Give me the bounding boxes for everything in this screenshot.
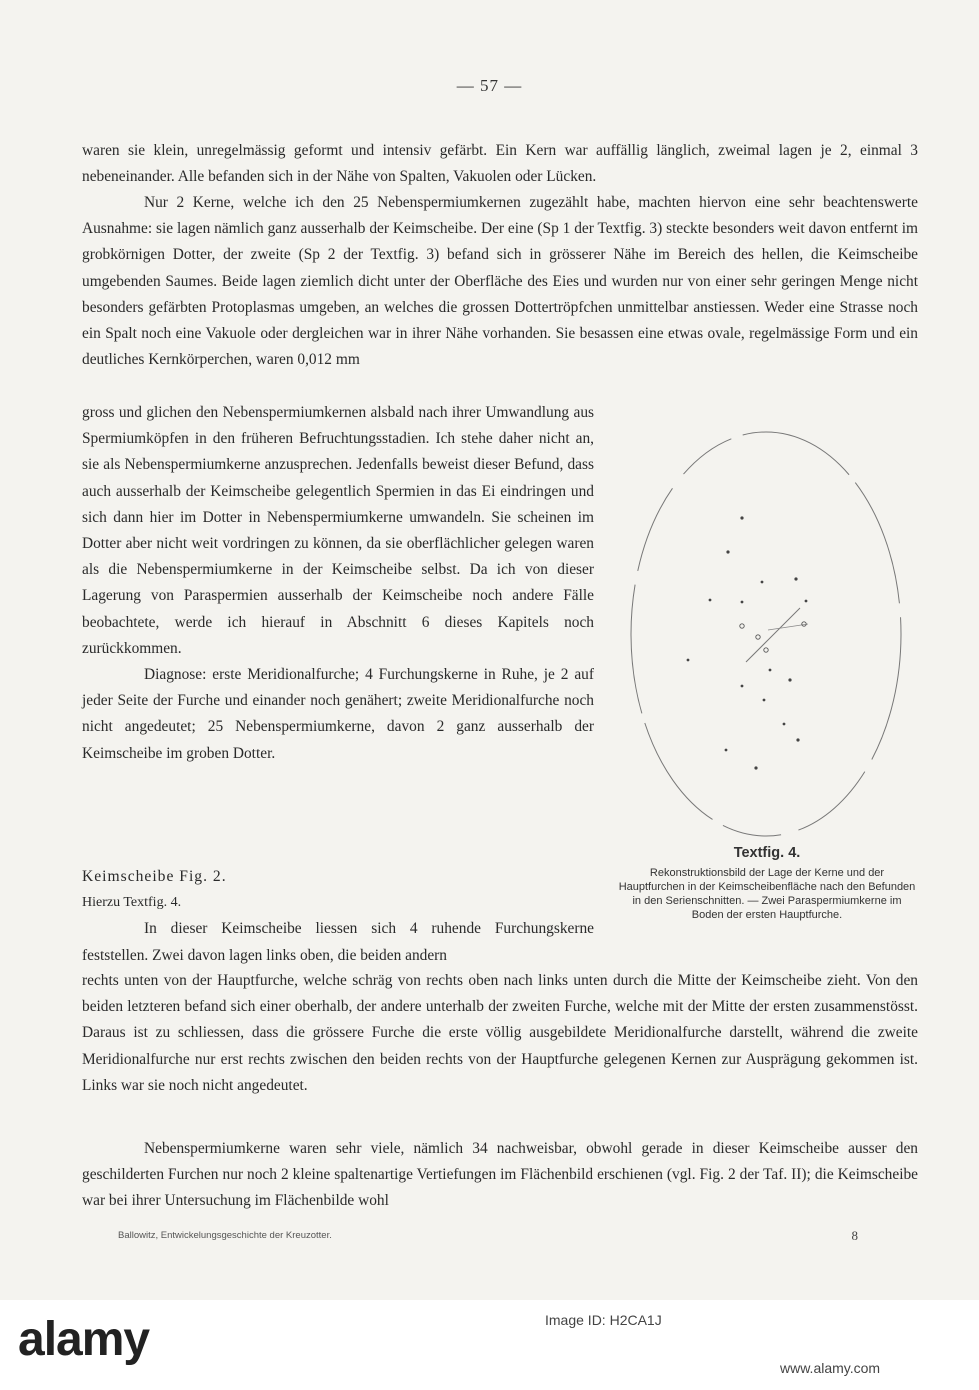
nucleus-circle bbox=[740, 624, 744, 628]
paragraph-2-text: Nur 2 Kerne, welche ich den 25 Nebenspermiumkernen zugezählt habe, machten hiervon eine sehr beachtenswerte Ausnahme: sie lagen nämlich ganz ausserhalb der Keimscheibe. Der eine (Sp 1 der Textfig. 3) steckte besonders weit davon entfernt im grobkörnigen Dotter, der zweite (Sp 2 der Textfig. 3) befand sich in grösserer Nähe im Bereich des hellen, die Keimscheibe umgebenden Saumes. Beide lagen ziemlich dicht unter der Oberfläche des Eies und wurden nur von einer sehr geringen Menge nicht besonders gefärbten Protoplasmas umgeben, an welches die grossen Dottertröpfchen unmittelbar anstiessen. Weder eine Strasse noch ein Spalt noch eine Vakuole oder dergleichen war in ihrer Nähe vorhanden. Sie besassen eine etwas ovale, regelmässige Form und ein deutliches Kernkörperchen, waren 0,012 mm bbox=[82, 194, 918, 369]
nucleus-circle bbox=[756, 635, 760, 639]
figure-title: Textfig. 4. bbox=[733, 845, 801, 861]
nucleus-dot bbox=[769, 669, 772, 672]
nucleus-dot bbox=[761, 581, 764, 584]
section-subheading: Hierzu Textfig. 4. bbox=[82, 895, 182, 911]
nuclei-dots bbox=[687, 516, 808, 769]
nucleus-dot bbox=[725, 749, 728, 752]
section-heading-block bbox=[82, 864, 594, 969]
nucleus-dot bbox=[687, 659, 690, 662]
footer-signature: 8 bbox=[851, 1228, 858, 1243]
paragraph-2 bbox=[82, 190, 918, 373]
paragraph-1 bbox=[82, 138, 918, 190]
image-id-label: Image ID: H2CA1J bbox=[545, 1312, 662, 1328]
section-heading: Keimscheibe Fig. 2. bbox=[82, 868, 227, 885]
paragraph-3 bbox=[82, 968, 918, 1099]
furchungskerne-circles bbox=[740, 622, 806, 652]
paragraph-2-continued bbox=[82, 400, 594, 767]
nucleus-dot bbox=[754, 766, 757, 769]
nucleus-dot bbox=[709, 599, 712, 602]
main-furrow-line bbox=[746, 608, 800, 662]
nucleus-dot bbox=[741, 601, 744, 604]
page-footer bbox=[118, 1230, 858, 1241]
paragraph-3-left-text: In dieser Keimscheibe liessen sich 4 ruhende Furchungskerne feststellen. Zwei davon lagen links oben, die beiden andern bbox=[82, 920, 594, 964]
footer-book-title: Ballowitz, Entwickelungsgeschichte der Kreuzotter. bbox=[118, 1230, 332, 1241]
nucleus-dot bbox=[805, 600, 808, 603]
source-url: www.alamy.com bbox=[780, 1360, 881, 1376]
nucleus-dot bbox=[794, 577, 797, 580]
nucleus-dot bbox=[796, 738, 799, 741]
paragraph-4 bbox=[82, 1136, 918, 1215]
diagnose-text: Diagnose: erste Meridionalfurche; 4 Furchungskerne in Ruhe, je 2 auf jeder Seite der Furche und einander noch genähert; zweite Meridionalfurche noch nicht angedeutet; 25 Nebenspermiumkerne, davon 2 ganz ausserhalb der Keimscheibe im groben Dotter. bbox=[82, 666, 594, 762]
nucleus-dot bbox=[788, 678, 791, 681]
figure-caption bbox=[616, 845, 918, 922]
paragraph-3-text: rechts unten von der Hauptfurche, welche schräg von rechts oben nach links unten durch die Mitte der Keimscheibe zieht. Von den beiden letzteren befand sich einer oberhalb, der andere unterhalb der zweiten Furche, welche mit der Mitte der ersten zusammenstösst. Daraus ist zu schliessen, dass die grössere Furche die erste völlig ausgebildete Meridionalfurche darstellt, während die zweite Meridionalfurche nur erst rechts zwischen den beiden rechts von der Hauptfurche gelegenen Kernen zur Ausprägung gekommen ist. Links war sie noch nicht angedeutet. bbox=[82, 972, 918, 1094]
nucleus-dot bbox=[740, 516, 743, 519]
paragraph-2-continued-text: gross und glichen den Nebenspermiumkernen alsbald nach ihrer Umwandlung aus Spermiumköpfen in den früheren Befruchtungsstadien. Ich stehe daher nicht an, sie als Nebenspermiumkerne anzusprechen. Jedenfalls beweist dieser Befund, dass auch ausserhalb der Keimscheibe gelegentlich Spermien in das Ei eindringen und sich dann hier im Dotter in Nebenspermiumkerne umwandeln. Sie scheinen im Dotter aber nicht weit vordringen zu können, da sie oberflächlicher gelegen waren als die Nebenspermiumkerne in der Keimscheibe selbst. Da ich von dieser Lagerung von Paraspermien ausserhalb der Keimscheibe noch andere Fälle beobachtete, werde ich hierauf in Abschnitt 6 dieses Kapitels noch zurückkommen. bbox=[82, 404, 594, 657]
page-number: — 57 — bbox=[456, 76, 523, 95]
text-figure-4-diagram bbox=[618, 424, 916, 844]
nucleus-dot bbox=[741, 685, 744, 688]
alamy-logo: alamy bbox=[18, 1313, 150, 1366]
nucleus-dot bbox=[783, 723, 786, 726]
nucleus-dot bbox=[726, 550, 729, 553]
keimscheibe-outline bbox=[631, 432, 901, 836]
paragraph-1-text: waren sie klein, unregelmässig geformt und intensiv gefärbt. Ein Kern war auffällig länglich, zweimal lagen je 2, einmal 3 nebeneinander. Alle befanden sich in der Nähe von Spalten, Vakuolen oder Lücken. bbox=[82, 142, 918, 186]
nucleus-circle bbox=[764, 648, 768, 652]
paragraph-4-text: Nebenspermiumkerne waren sehr viele, nämlich 34 nachweisbar, obwohl gerade in dieser Keimscheibe ausser den geschilderten Furchen nur noch 2 kleine spaltenartige Vertiefungen im Flächenbild erschienen (vgl. Fig. 2 der Taf. II); die Keimscheibe war bei ihrer Untersuchung im Flächenbilde wohl bbox=[82, 1140, 918, 1210]
nucleus-dot bbox=[763, 699, 766, 702]
figure-caption-text: Rekonstruktionsbild der Lage der Kerne und der Hauptfurchen in der Keimscheibenfläche nach den Befunden in den Serienschnitten. — Zwei Paraspermiumkerne im Boden der ersten Hauptfurche. bbox=[618, 867, 916, 921]
